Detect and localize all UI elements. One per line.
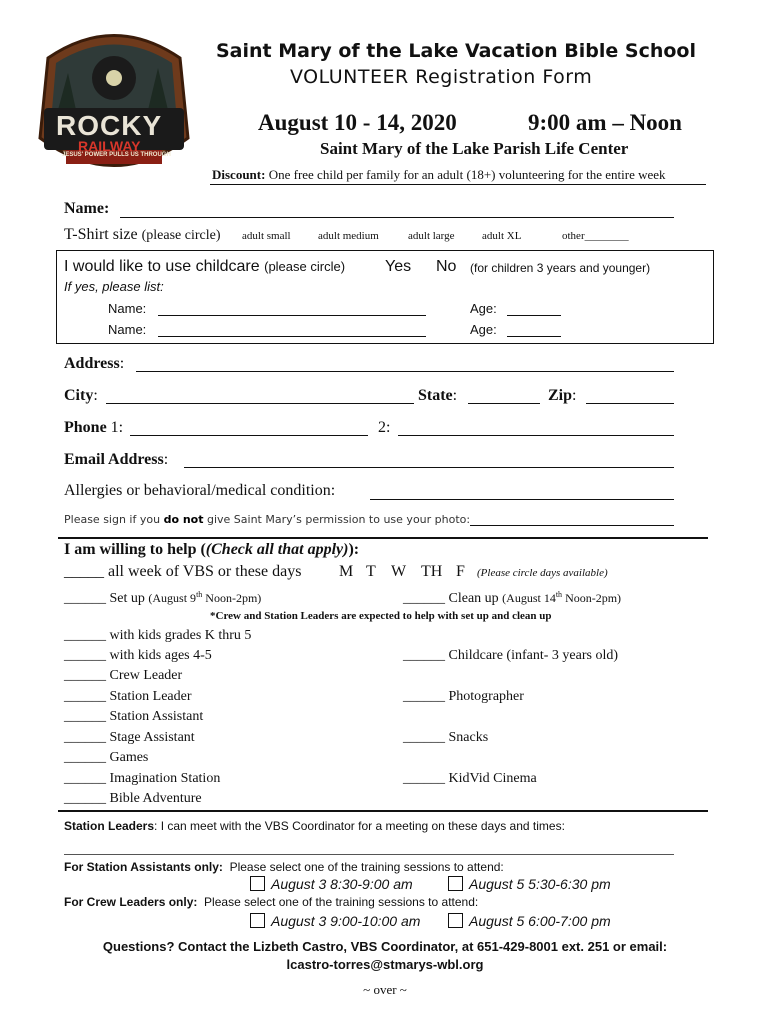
childcare-yes[interactable]: Yes — [385, 258, 412, 275]
day-t[interactable]: T — [366, 563, 376, 580]
crew-line: For Crew Leaders only: Please select one of the training sessions to attend: — [64, 895, 479, 909]
checkbox[interactable] — [250, 876, 265, 891]
photo-permission-text: Please sign if you do not give Saint Mary’s permission to use your photo: — [64, 513, 471, 526]
email-label: Email Address: — [64, 451, 169, 468]
help-item-games[interactable]: ______ Games — [64, 750, 149, 765]
child1-name-label: Name: — [108, 301, 147, 316]
help-item-imagination-station[interactable]: ______ Imagination Station — [64, 771, 221, 786]
help-item-childcare[interactable]: ______ Childcare (infant- 3 years old) — [403, 648, 618, 663]
address-label: Address: — [64, 355, 125, 372]
days-hint: (Please circle days available) — [477, 567, 608, 579]
name-row: Name: — [64, 200, 110, 217]
rocky-railway-logo — [38, 18, 190, 188]
all-week-row — [64, 563, 301, 581]
station-leaders-line: Station Leaders: I can meet with the VBS Coordinator for a meeting on these days and times: — [64, 819, 565, 833]
childcare-question-row — [64, 258, 345, 276]
discount-line — [212, 167, 666, 183]
help-item-station-leader[interactable]: ______ Station Leader — [64, 689, 192, 704]
city-label: City: — [64, 387, 98, 404]
city-input[interactable] — [106, 389, 414, 404]
header-rule — [210, 184, 706, 185]
cleanup-blank[interactable]: ______ — [403, 591, 445, 606]
name-input[interactable] — [120, 203, 674, 218]
all-week-blank[interactable]: _____ — [64, 563, 104, 580]
setup-row: ______ Set up (August 9th Noon-2pm) — [64, 590, 262, 606]
help-item-station-assistant[interactable]: ______ Station Assistant — [64, 709, 204, 724]
child2-age-input[interactable] — [507, 322, 561, 337]
child1-age-input[interactable] — [507, 301, 561, 316]
childcare-no[interactable]: No — [436, 258, 457, 275]
cleanup-row: ______ Clean up (August 14th Noon-2pm) — [403, 590, 622, 606]
tshirt-size-large[interactable]: adult large — [408, 230, 455, 242]
help-item-stage-assistant[interactable]: ______ Stage Assistant — [64, 730, 195, 745]
event-dates: August 10 - 14, 2020 — [258, 110, 457, 135]
discount-label: Discount: — [212, 167, 266, 182]
assistants-option-1[interactable]: August 3 8:30-9:00 am — [250, 876, 413, 892]
assistants-option-2[interactable]: August 5 5:30-6:30 pm — [448, 876, 611, 892]
tshirt-size-small[interactable]: adult small — [242, 230, 291, 242]
help-heading: I am willing to help ((Check all that apply)): — [64, 541, 360, 558]
tshirt-label: T-Shirt size — [64, 226, 138, 243]
allergies-input[interactable] — [370, 485, 674, 500]
logo-word-railway: RAILWAY — [78, 138, 141, 154]
state-label: State: — [418, 387, 458, 404]
setup-blank[interactable]: ______ — [64, 591, 106, 606]
address-input[interactable] — [136, 357, 674, 372]
logo-word-rocky: ROCKY — [56, 110, 163, 141]
day-m[interactable]: M — [339, 563, 354, 580]
day-th[interactable]: TH — [421, 563, 443, 580]
name-label: Name — [64, 200, 104, 217]
checkbox[interactable] — [448, 913, 463, 928]
logo-tagline: JESUS' POWER PULLS US THROUGH — [62, 152, 171, 158]
form-title: Saint Mary of the Lake Vacation Bible School — [216, 40, 697, 62]
leaders-note: *Crew and Station Leaders are expected to help with set up and clean up — [210, 610, 552, 622]
day-f[interactable]: F — [456, 563, 465, 580]
phone2-input[interactable] — [398, 421, 674, 436]
checkbox[interactable] — [448, 876, 463, 891]
email-input[interactable] — [184, 453, 674, 468]
tshirt-size-xl[interactable]: adult XL — [482, 230, 522, 242]
crew-option-1[interactable]: August 3 9:00-10:00 am — [250, 913, 420, 929]
all-week-text: all week of VBS or these days — [108, 563, 302, 580]
help-item-kidvid[interactable]: ______ KidVid Cinema — [403, 771, 537, 786]
crew-option-2[interactable]: August 5 6:00-7:00 pm — [448, 913, 611, 929]
over-text: ~ over ~ — [363, 982, 407, 997]
tshirt-row — [64, 226, 221, 244]
station-leaders-input[interactable] — [64, 842, 674, 855]
child2-name-input[interactable] — [158, 322, 426, 337]
event-time: 9:00 am – Noon — [528, 110, 682, 135]
zip-label: Zip: — [548, 387, 577, 404]
childcare-hint: (please circle) — [264, 259, 346, 274]
form-subtitle: VOLUNTEER Registration Form — [290, 66, 593, 88]
help-item-ages-4-5[interactable]: ______ with kids ages 4-5 — [64, 648, 212, 663]
childcare-if-yes: If yes, please list: — [64, 279, 164, 294]
tshirt-size-other[interactable]: other________ — [562, 230, 629, 242]
photo-signature-input[interactable] — [470, 513, 674, 526]
checkbox[interactable] — [250, 913, 265, 928]
phone1-input[interactable] — [130, 421, 368, 436]
questions-text: Questions? Contact the Lizbeth Castro, VBS Coordinator, at 651-429-8001 ext. 251 or email: — [102, 939, 668, 954]
discount-text: One free child per family for an adult (18+) volunteering for the entire week — [268, 167, 666, 182]
day-w[interactable]: W — [391, 563, 407, 580]
tshirt-size-medium[interactable]: adult medium — [318, 230, 379, 242]
event-location: Saint Mary of the Lake Parish Life Center — [320, 139, 629, 158]
help-item-photographer[interactable]: ______ Photographer — [403, 689, 524, 704]
phone2-label: 2: — [378, 419, 391, 436]
help-item-bible-adventure[interactable]: ______ Bible Adventure — [64, 791, 202, 806]
section-rule-2 — [58, 810, 708, 812]
zip-input[interactable] — [586, 389, 674, 404]
child2-age-label: Age: — [470, 322, 497, 337]
assistants-line: For Station Assistants only: Please select one of the training sessions to attend: — [64, 860, 504, 874]
allergies-label: Allergies or behavioral/medical condition: — [64, 482, 336, 499]
tshirt-hint: (please circle) — [141, 228, 221, 243]
child2-name-label: Name: — [108, 322, 147, 337]
help-item-k5[interactable]: ______ with kids grades K thru 5 — [64, 628, 252, 643]
help-item-crew-leader[interactable]: ______ Crew Leader — [64, 668, 183, 683]
phone-label: Phone 1: — [64, 419, 124, 436]
coordinator-email[interactable]: lcastro-torres@stmarys-wbl.org — [286, 957, 484, 972]
child1-name-input[interactable] — [158, 301, 426, 316]
child1-age-label: Age: — [470, 301, 497, 316]
help-item-snacks[interactable]: ______ Snacks — [403, 730, 489, 745]
childcare-age-note: (for children 3 years and younger) — [470, 261, 651, 275]
section-rule-1 — [58, 537, 708, 539]
state-input[interactable] — [468, 389, 540, 404]
childcare-question: I would like to use childcare — [64, 258, 260, 275]
